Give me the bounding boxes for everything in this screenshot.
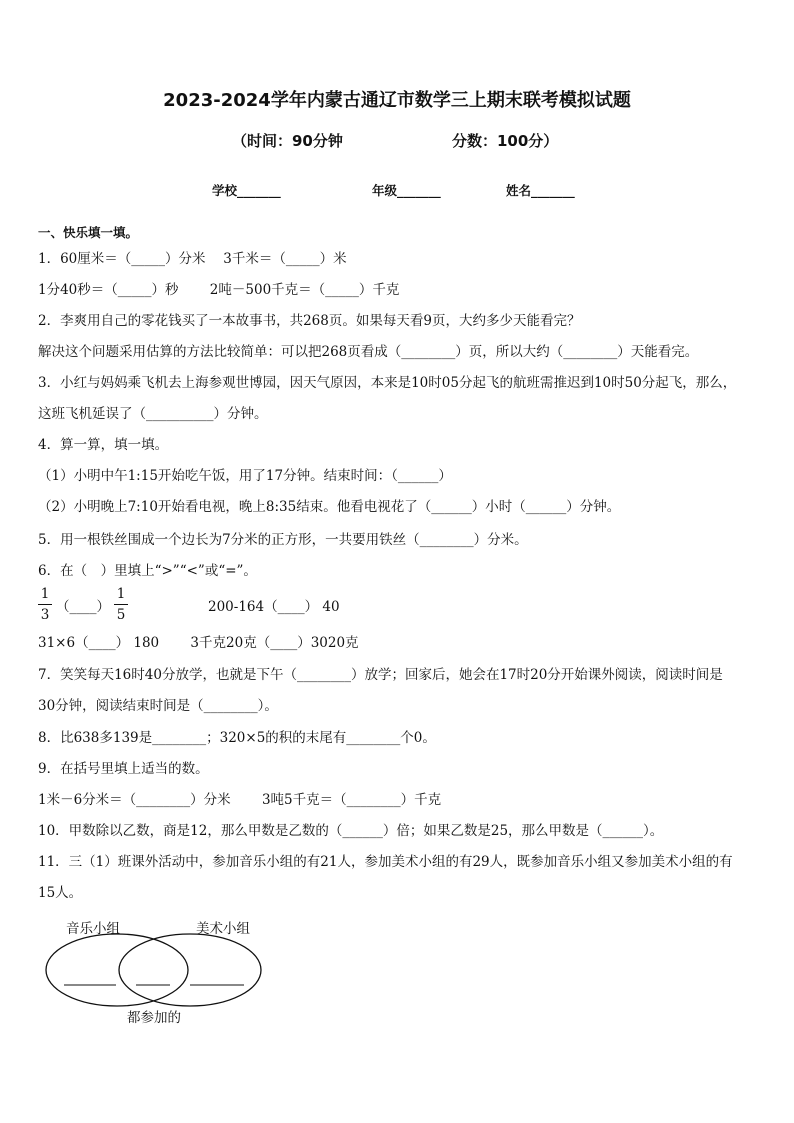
question-11b: 15人。 (38, 885, 83, 901)
fraction-numerator: 1 (116, 586, 126, 602)
question-9: 9．在括号里填上适当的数。 (38, 761, 209, 777)
question-3b: 这班飞机延误了（__________）分钟。 (38, 406, 268, 422)
venn-diagram (40, 925, 270, 1015)
venn-circle-art (119, 934, 261, 1006)
venn-label-music: 音乐小组 (66, 921, 120, 937)
question-2a: 2．李爽用自己的零花钱买了一本故事书，共268页。如果每天看9页，大约多少天能看完？ (38, 313, 581, 329)
question-6-blank: （____） (56, 599, 110, 615)
venn-label-art: 美术小组 (196, 921, 250, 937)
question-10: 10．甲数除以乙数，商是12，那么甲数是乙数的（______）倍；如果乙数是25，那么甲数是（______）。 (38, 823, 664, 839)
name-field: 姓名_______ (506, 183, 575, 198)
exam-score: 分数：100分） (452, 132, 559, 150)
fraction-one-third (38, 586, 52, 623)
question-1a: 1．60厘米＝（_____）分米 3千米＝（_____）米 (38, 251, 347, 267)
venn-label-both: 都参加的 (127, 1010, 181, 1026)
question-4: 4．算一算，填一填。 (38, 437, 169, 453)
exam-title: 2023-2024学年内蒙古通辽市数学三上期末联考模拟试题 (163, 90, 631, 111)
question-7b: 30分钟，阅读结束时间是（________）。 (38, 698, 278, 714)
question-2b: 解决这个问题采用估算的方法比较简单：可以把268页看成（________）页，所以大约（________）天能看完。 (38, 344, 699, 360)
question-9a: 1米－6分米＝（________）分米 3吨5千克＝（________）千克 (38, 792, 442, 808)
fraction-one-fifth (114, 586, 128, 623)
fraction-denominator: 5 (116, 607, 126, 623)
question-6: 6．在（ ）里填上“>”“<”或“=”。 (38, 563, 257, 579)
grade-field: 年级_______ (372, 183, 441, 198)
school-field: 学校_______ (212, 183, 281, 198)
fraction-bar (38, 604, 52, 605)
question-3a: 3．小红与妈妈乘飞机去上海参观世博园，因天气原因，本来是10时05分起飞的航班需推迟到10时50分起飞，那么， (38, 375, 737, 391)
question-8: 8．比638多139是________；320×5的积的末尾有________个0。 (38, 730, 436, 746)
question-1b: 1分40秒＝（_____）秒 2吨－500千克＝（_____）千克 (38, 282, 400, 298)
fraction-denominator: 3 (40, 607, 50, 623)
section-heading: 一、快乐填一填。 (38, 225, 139, 240)
question-7a: 7．笑笑每天16时40分放学，也就是下午（________）放学；回家后，她会在17时20分开始课外阅读，阅读时间是 (38, 667, 723, 683)
question-5: 5．用一根铁丝围成一个边长为7分米的正方形，一共要用铁丝（________）分米。 (38, 532, 528, 548)
question-6b: 200-164（____） 40 (208, 599, 340, 615)
question-11a: 11．三（1）班课外活动中，参加音乐小组的有21人，参加美术小组的有29人，既参加音乐小组又参加美术小组的有 (38, 854, 733, 870)
question-4b: （2）小明晚上7:10开始看电视，晚上8:35结束。他看电视花了（______）小时（______）分钟。 (38, 499, 621, 515)
exam-time: （时间：90分钟 (232, 132, 343, 150)
venn-circle-music (46, 934, 188, 1006)
fraction-bar (114, 604, 128, 605)
question-4a: （1）小明中午1:15开始吃午饭，用了17分钟。结束时间：（______） (38, 468, 452, 484)
question-6c: 31×6（____） 180 3千克20克（____）3020克 (38, 635, 359, 651)
fraction-numerator: 1 (40, 586, 50, 602)
